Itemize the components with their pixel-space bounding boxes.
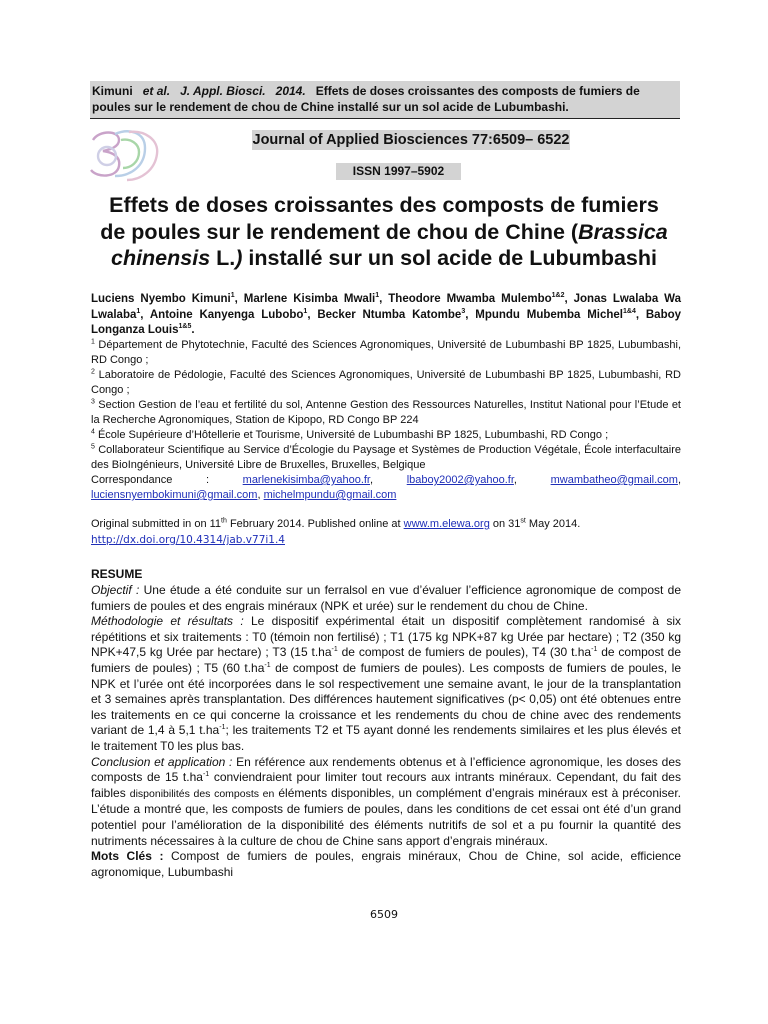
email-link[interactable]: lbaboy2002@yahoo.fr	[406, 474, 514, 486]
affiliation-item: $^5$ Collaborateur Scientifique au Service d’Écologie du Paysage et Systèmes de Production Végétale, École interfacultaire des BioIngénieurs, Université Libre de Bruxelles, Bruxelles, Belgique	[91, 443, 681, 471]
submission-info: Original submitted in on 11th February 2014. Published online at www.m.elewa.org on 31st May 2014. http://dx.doi.org/10.4314/jab.v77i1.4	[91, 517, 581, 546]
author-name: Marlene Kisimba Mwali	[243, 293, 376, 305]
abstract: Objectif : Une étude a été conduite sur un ferralsol en vue d’évaluer l’efficience agronomique de compost de fumiers de poules et des engrais minéraux (NPK et urée) sur le rendement du chou de Chine. Méthodologie et résultats : Le dispositif expérimental était un dispositif complètement randomisé à six répétitions et six traitements : T0 (témoin non fertilisé) ; T1 (175 kg NPK+87 kg Urée par hectare) ; T2 (350 kg NPK+47,5 kg Urée par hectare) ; T3 (15 $t.ha^{-1}$ de compost de fumiers de poules), T4 (30 $t.ha^{-1}$ de compost de fumiers de poules) ; T5 (60 $t.ha^{-1}$ de compost de fumiers de poules). Les composts de fumiers de poules, le NPK et l’urée ont été incorporées dans le sol respectivement une semaine avant, le jour de la transplantation et 3 semaines après transplantation. Des différences hautement significatives (p< 0,05) ont été obtenues entre les traitements en ce qui concerne la croissance et les rendements du chou de chine avec des rendements variant de 1,4 à 5,1 $t.ha^{-1}$; les traitements T2 et T5 ayant donné les rendements similaires et les plus élevés et le traitement T0 les plus bas. Conclusion et application : En référence aux rendements obtenus et à l’efficience agronomique, les doses des composts de 15 $t.ha^{-1}$ conviendraient pour limiter tout recours aux intrants minéraux. Cependant, du fait des faibles disponibilités des composts en éléments disponibles, un complément d’engrais minéraux est à préconiser. L’étude a montré que, les composts de fumiers de poules, dans les conditions de cet essai ont été d’un grand potentiel pour l’amélioration de la disponibilité des éléments nutritifs de sol et a pu fournir la quantité des nutriments nécessaires à la culture de chou de Chine sans apport d’engrais minéraux. Mots Clés : Compost de fumiers de poules, engrais minéraux, Chou de Chine, sol acide, efficience agronomique, Lubumbashi	[91, 583, 682, 879]
journal-citation: Journal of Applied Biosciences 77:6509– 6522	[252, 132, 570, 148]
email-link[interactable]: michelmpundu@gmail.com	[263, 489, 397, 501]
keywords: Compost de fumiers de poules, engrais minéraux, Chou de Chine, sol acide, efficience agronomique, Lubumbashi	[91, 849, 681, 879]
affiliation-item: $^2$ Laboratoire de Pédologie, Faculté des Sciences Agronomiques, Université de Lubumbashi BP 1825, Lubumbashi, RD Congo ;	[91, 368, 681, 396]
article-title: Effets de doses croissantes des composts de fumiers de poules sur le rendement de chou de Chine (Brassica chinensis L.) installé sur un sol acide de Lubumbashi	[100, 193, 668, 270]
author-name: Mpundu Mubemba Michel	[475, 308, 624, 321]
email-link[interactable]: luciensnyembokimuni@gmail.com	[91, 489, 258, 501]
author-list: Luciens Nyembo Kimuni$^1$, Marlene Kisimba Mwali$^1$, Theodore Mwamba Mulembo$^{1\&2}$, Jonas Lwalaba Wa Lwalaba$^1$, Antoine Kanyenga Lubobo$^1$, Becker Ntumba Katombe$^3$, Mpundu Mubemba Michel$^{1\&4}$, Baboy Longanza Louis$^{1\&5}$.	[91, 292, 682, 336]
author-name: Jonas Lwalaba Wa Lwalaba	[91, 293, 681, 321]
header-authors: Kimuni	[92, 84, 133, 98]
methodo-label: Méthodologie et résultats :	[91, 614, 244, 629]
email-link[interactable]: mwambatheo@gmail.com	[550, 474, 678, 486]
objectif-label: Objectif :	[91, 583, 140, 597]
conclusion-label: Conclusion et application :	[91, 754, 233, 769]
header-title: Effets de doses croissantes des composts de fumiers de poules sur le rendement de chou de Chine installé sur un sol acide de Lubumbashi.	[92, 84, 640, 114]
header-journal: J. Appl. Biosci.	[180, 84, 266, 98]
author-name: Baboy Longanza Louis	[91, 308, 682, 336]
author-name: Antoine Kanyenga Lubobo	[149, 308, 304, 321]
keywords-label: Mots Clés :	[91, 849, 164, 864]
affiliation-item: $^1$ Département de Phytotechnie, Faculté des Sciences Agronomiques, Université de Lubumbashi BP 1825, Lubumbashi, RD Congo ;	[91, 338, 681, 366]
affiliation-item: $^4$ École Supérieure d’Hôtellerie et Tourisme, Université de Lubumbashi BP 1825, Lubumbashi, RD Congo ;	[91, 428, 609, 441]
header-etal: et al.	[142, 84, 171, 98]
affiliation-item: $^3$ Section Gestion de l’eau et fertilité du sol, Antenne Gestion des Ressources Naturelles, Institut National pour l’Etude et la Recherche Agronomiques, Station de Kipopo, RD Congo BP 224	[91, 398, 681, 426]
resume-heading: RESUME	[91, 567, 143, 581]
author-name: Theodore Mwamba Mulembo	[388, 293, 552, 305]
header-year: 2014.	[275, 84, 306, 98]
doi-link[interactable]: http://dx.doi.org/10.4314/jab.v77i1.4	[91, 534, 285, 546]
page-number: 6509	[370, 908, 398, 921]
correspondence: Correspondance : marlenekisimba@yahoo.fr, lbaboy2002@yahoo.fr, mwambatheo@gmail.com, luciensnyembokimuni@gmail.com, michelmpundu@gmail.com	[91, 474, 681, 501]
affiliations	[91, 338, 681, 503]
journal-url-link[interactable]: www.m.elewa.org	[403, 518, 490, 530]
author-name: Becker Ntumba Katombe	[317, 308, 462, 321]
issn: ISSN 1997–5902	[336, 163, 461, 180]
author-name: Luciens Nyembo Kimuni	[91, 293, 231, 305]
journal-logo-icon	[85, 126, 165, 184]
email-link[interactable]: marlenekisimba@yahoo.fr	[242, 474, 370, 486]
running-header	[90, 81, 680, 119]
